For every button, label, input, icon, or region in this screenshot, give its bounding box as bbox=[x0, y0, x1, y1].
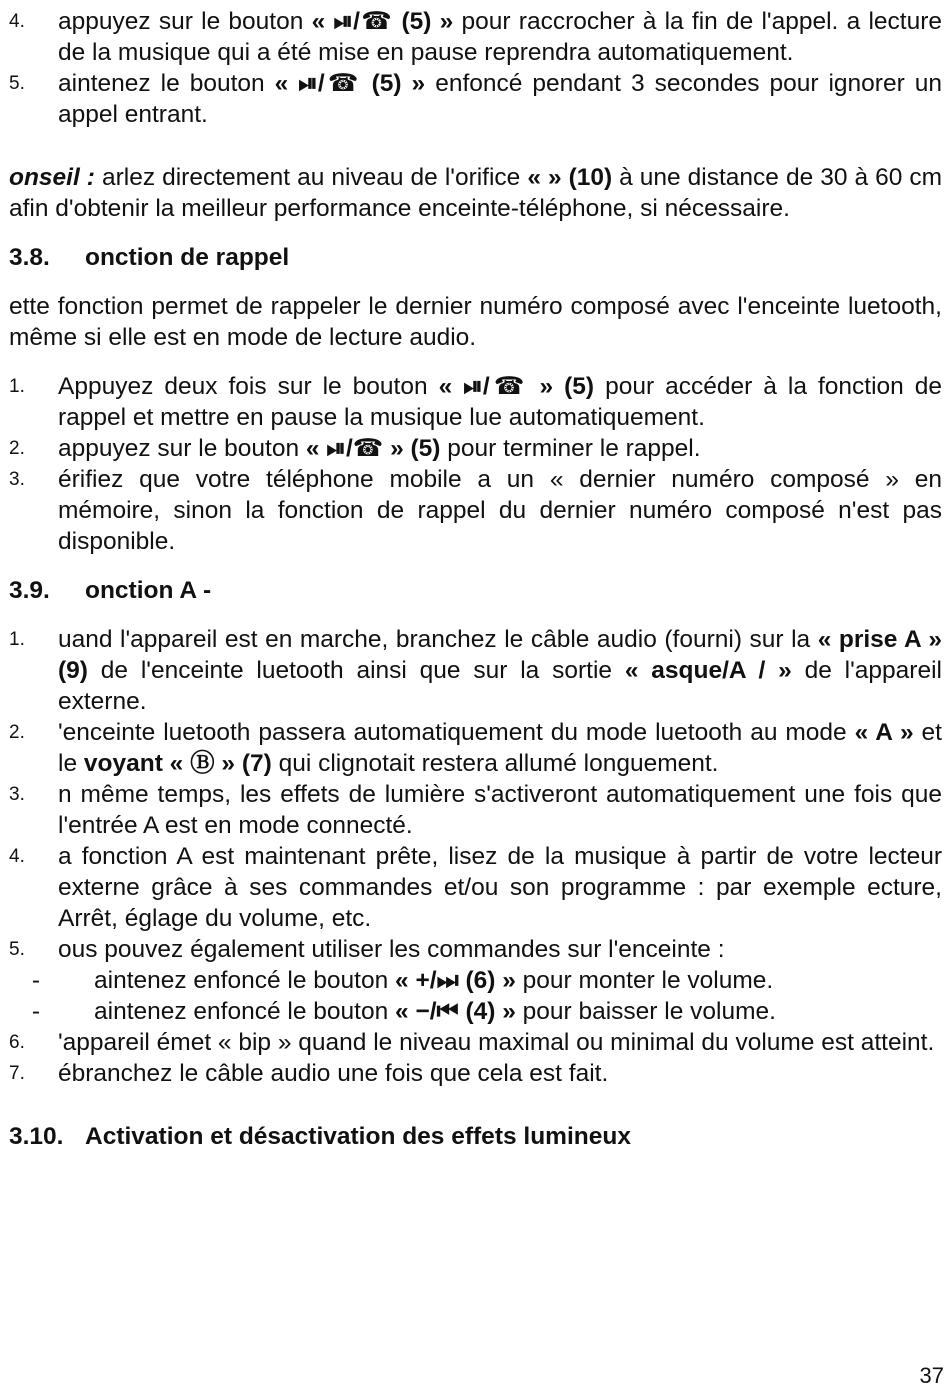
bluetooth-led-ref: voyant « Ⓑ » (7) bbox=[83, 750, 272, 777]
list-number: 7. bbox=[9, 1063, 25, 1084]
list-item bbox=[9, 6, 942, 68]
list-number: 1. bbox=[9, 629, 25, 650]
list-number: 4. bbox=[9, 846, 25, 867]
list-number: 2. bbox=[9, 722, 25, 743]
volume-up-button-ref: « +/⏭ (6) » bbox=[395, 967, 516, 994]
play-call-button-ref: « ⏯/☎ (5) » bbox=[311, 8, 454, 35]
play-call-button-ref: « ⏯/☎ » (5) bbox=[305, 435, 441, 462]
aux-mode-ref: « A » bbox=[854, 719, 914, 746]
sub-list-item: - aintenez enfoncé le bouton « +/⏭ (6) » pour monter le volume. bbox=[31, 967, 774, 994]
list-item: 3. érifiez que votre téléphone mobile a un « dernier numéro composé » en mémoire, sinon la fonction de rappel du dernier numéro composé n'est pas disponible. bbox=[9, 466, 942, 555]
list-item: 4. a fonction A est maintenant prête, lisez de la musique à partir de votre lecteur externe grâce à ses commandes et/ou son programme : par exemple ecture, Arrêt, églage du volume, etc. bbox=[9, 843, 942, 932]
list-item: 3. n même temps, les effets de lumière s'activeront automatiquement une fois que l'entrée A est en mode connecté. bbox=[9, 781, 942, 839]
list-number: 3. bbox=[9, 784, 25, 805]
item-text: pour raccrocher à la fin de l'appel. a lecture de la musique qui a été mise en pause reprendra automatiquement. bbox=[58, 8, 942, 66]
section-heading-3-8: 3.8. onction de rappel bbox=[9, 244, 290, 271]
list-number: 6. bbox=[9, 1032, 25, 1053]
list-item: 1. Appuyez deux fois sur le bouton « ⏯/☎ » (5) pour accéder à la fonction de rappel et mettre en pause la musique lue automatiquement. bbox=[9, 373, 943, 431]
list-item: 2. appuyez sur le bouton « ⏯/☎ » (5) pour terminer le rappel. bbox=[9, 435, 701, 462]
continued-list bbox=[9, 6, 942, 130]
list-item: 1. uand l'appareil est en marche, branchez le câble audio (fourni) sur la « prise A » (9) de l'enceinte luetooth ainsi que sur la sortie « asque/A / » de l'appareil externe. bbox=[9, 626, 943, 715]
list-number: 1. bbox=[9, 376, 25, 397]
aux-steps bbox=[9, 624, 942, 1089]
sub-list-item: - aintenez enfoncé le bouton « −/⏮ (4) » pour baisser le volume. bbox=[31, 998, 776, 1025]
section-heading-3-9: 3.9. onction A - bbox=[9, 577, 212, 604]
list-item: 7. ébranchez le câble audio une fois que cela est fait. bbox=[9, 1060, 609, 1087]
list-number: 4. bbox=[9, 11, 25, 32]
manual-page bbox=[9, 6, 942, 1152]
list-item: 5. ous pouvez également utiliser les commandes sur l'enceinte : bbox=[9, 936, 725, 963]
list-item: 6. 'appareil émet « bip » quand le niveau maximal ou minimal du volume est atteint. bbox=[9, 1029, 935, 1056]
mic-ref: « » (10) bbox=[527, 164, 613, 191]
volume-down-button-ref: « −/⏮ (4) » bbox=[395, 998, 516, 1025]
list-number: 5. bbox=[9, 939, 25, 960]
aux-jack-ref: « prise A » (9) bbox=[58, 626, 943, 684]
tip-label: onseil : bbox=[9, 164, 95, 191]
tip-paragraph: onseil : arlez directement au niveau de l'orifice « » (10) à une distance de 30 à 60 cm afin d'obtenir la meilleur performance enceinte-téléphone, si nécessaire. bbox=[9, 164, 943, 222]
list-number: 5. bbox=[9, 73, 25, 94]
item-text: aintenez le bouton bbox=[58, 70, 275, 97]
redial-steps bbox=[9, 371, 942, 557]
item-text: appuyez sur le bouton bbox=[58, 8, 312, 35]
section-intro: ette fonction permet de rappeler le dernier numéro composé avec l'enceinte luetooth, même si elle est en mode de lecture audio. bbox=[9, 293, 942, 351]
list-number: 3. bbox=[9, 469, 25, 490]
headphone-out-ref: « asque/A / » bbox=[624, 657, 792, 684]
section-heading-3-10: 3.10. Activation et désactivation des effets lumineux bbox=[9, 1123, 631, 1150]
play-call-button-ref: « ⏯/☎ (5) » bbox=[274, 70, 426, 97]
list-item: 2. 'enceinte luetooth passera automatiquement du mode luetooth au mode « A » et le voyant « Ⓑ » (7) qui clignotait restera allumé longuement. bbox=[9, 719, 942, 777]
list-item bbox=[9, 68, 942, 130]
page-number: 37 bbox=[919, 1363, 944, 1388]
item-text: enfoncé pendant 3 secondes pour ignorer un appel entrant. bbox=[58, 70, 943, 128]
play-call-button-ref: « ⏯/☎ » (5) bbox=[438, 373, 595, 400]
list-number: 2. bbox=[9, 438, 25, 459]
